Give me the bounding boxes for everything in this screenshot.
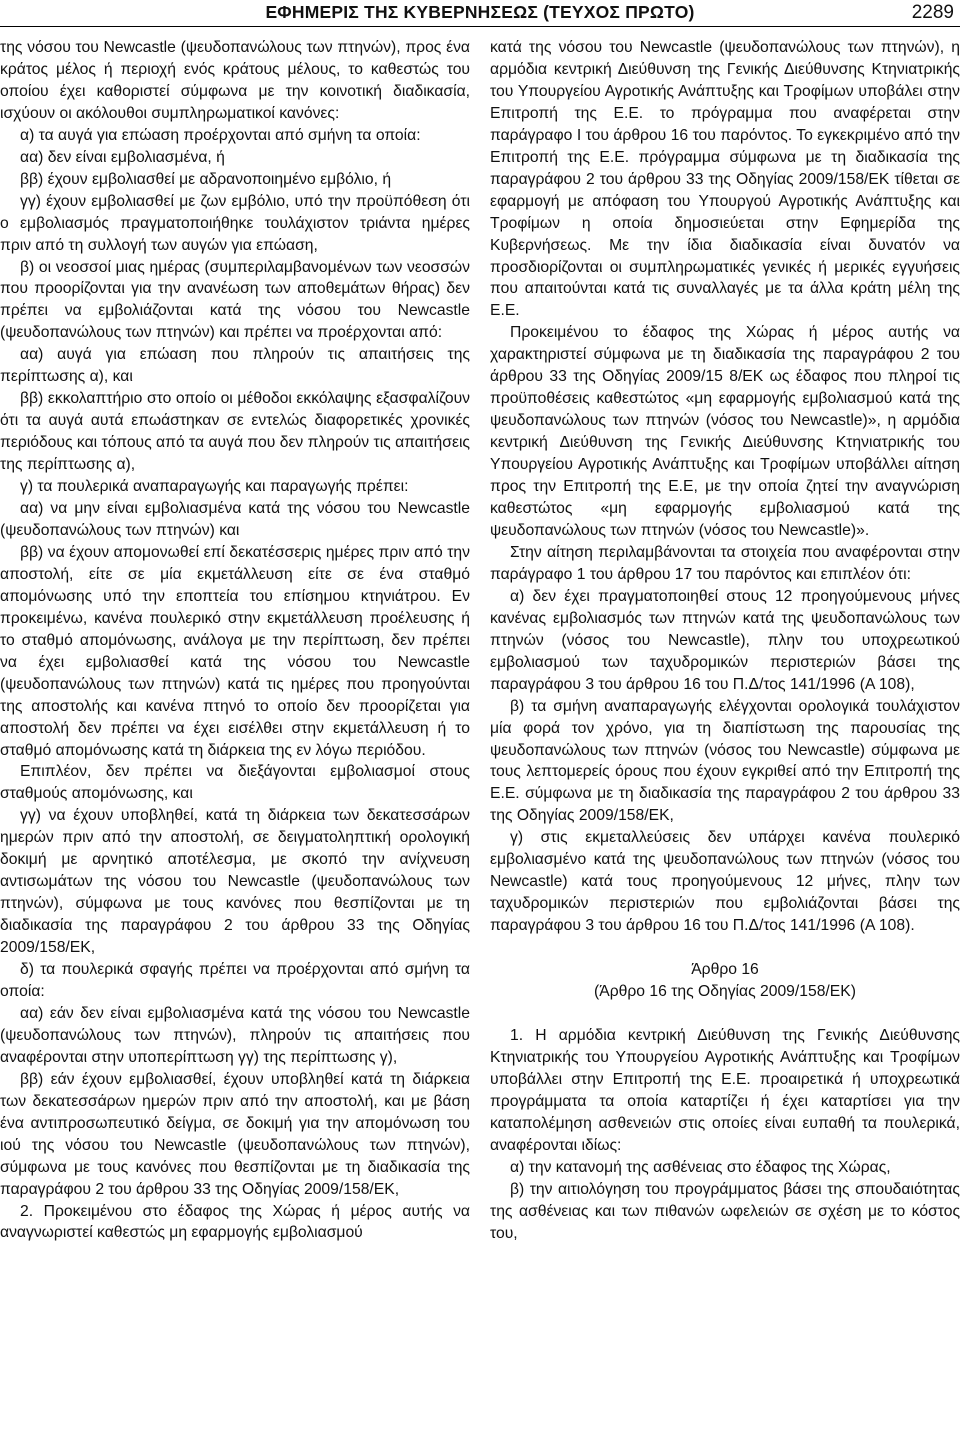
paragraph: ββ) εάν έχουν εμβολιασθεί, έχουν υποβληθεί κατά τη διάρκεια των δεκατεσσάρων ημερών πριν από την αποστολή, και με βάση ένα αντιπροσωπευτικό δείγμα, σε δοκιμή για την απομόνωση του ιού της νόσου του Newcastle (ψευδοπανώλους των πτηνών), σύμφωνα με τους κανόνες που θεσπίζονται με τη διαδικασία της παραγράφου 2 του άρθρου 33 της Οδηγίας 2009/158/ΕΚ,	[0, 1070, 470, 1198]
paragraph: γγ) έχουν εμβολιασθεί με ζων εμβόλιο, υπό την προϋπόθεση ότι ο εμβολιασμός πραγματοποιήθηκε τουλάχιστον τριάντα ημέρες πριν από τη συλλογή των αυγών για επώαση,	[0, 192, 470, 254]
spacer	[490, 1003, 960, 1025]
left-column	[0, 37, 470, 1244]
paragraph: α) τα αυγά για επώαση προέρχονται από σμήνη τα οποία:	[20, 126, 421, 144]
paragraph: ββ) εκκολαπτήριο στο οποίο οι μέθοδοι εκκόλαψης εξασφαλίζουν ότι τα αυγά αυτά επωάστηκαν σε εντελώς διαφορετικές χρονικές περιόδους και τόπους από τα αυγά που δεν πληρούν τις απαιτήσεις της περίπτωσης α),	[0, 390, 470, 474]
paragraph: α) την κατανομή της ασθένειας στο έδαφος της Χώρας,	[510, 1158, 891, 1176]
paragraph: αα) εάν δεν είναι εμβολιασμένα κατά της νόσου του Newcastle (ψευδοπανώλους των πτηνών), πληρούν τις απαιτήσεις που αναφέρονται στην υποπερίπτωση γγ) της περίπτωσης γ),	[0, 1004, 470, 1066]
paragraph: δ) τα πουλερικά σφαγής πρέπει να προέρχονται από σμήνη τα οποία:	[0, 961, 470, 1000]
right-column	[490, 37, 960, 1245]
paragraph: αα) δεν είναι εμβολιασμένα, ή	[20, 148, 225, 166]
paragraph: Προκειμένου το έδαφος της Χώρας ή μέρος αυτής να χαρακτηριστεί σύμφωνα με τη διαδικασία της παραγράφου 2 του άρθρου 33 της Οδηγίας 2009/15 8/ΕΚ ως έδαφος που πληροί τις προϋποθέσεις καθεστώτος «μη εφαρμογής εμβολιασμού κατά της ψευδοπανώλους των πτηνών (νόσος του Newcastle)», η αρμόδια κεντρική Διεύθυνση της Γενικής Διεύθυνσης Κτηνιατρικής του Υπουργείου Αγροτικής Ανάπτυξης και Τροφίμων υποβάλλει αίτηση προς την Επιτροπή της Ε.Ε, με την οποία ζητεί την αναγνώριση καθεστώτος «μη εφαρμογής εμβολιασμού κατά της ψευδοπανώλους των πτηνών (νόσος του Newcastle)».	[490, 324, 960, 539]
paragraph: της νόσου του Newcastle (ψευδοπανώλους των πτηνών), προς ένα κράτος μέλος ή περιοχή ενός κράτους μέλους, το καθεστώς του οποίου έχει καθοριστεί σύμφωνα με την κοινοτική διαδικασία, ισχύουν οι ακόλουθοι συμπληρωματικοί κανόνες:	[0, 39, 470, 122]
paragraph: 2. Προκειμένου στο έδαφος της Χώρας ή μέρος αυτής να αναγνωριστεί καθεστώς μη εφαρμογής εμβολιασμού	[0, 1202, 470, 1242]
paragraph: β) τα σμήνη αναπαραγωγής ελέγχονται ορολογικά τουλάχιστον μία φορά τον χρόνο, για τη διαπίστωση της παρουσίας της ψευδοπανώλους των πτηνών (νόσος του Newcastle) σύμφωνα με τους λεπτομερείς όρους που έχουν εγκριθεί από την Επιτροπή της Ε.Ε. σύμφωνα με τη διαδικασία της παραγράφου 2 του άρθρου 33 της Οδηγίας 2009/158/ΕΚ,	[490, 697, 960, 825]
paragraph: α) δεν έχει πραγματοποιηθεί στους 12 προηγούμενους μήνες κανένας εμβολιασμός των πτηνών κατά της ψευδοπανώλους των πτηνών (νόσος του Newcastle), πλην του υποχρεωτικού εμβολιασμού των ταχυδρομικών περιστεριών βάσει της παραγράφου 3 του άρθρου 16 του Π.Δ/τος 141/1996 (Α 108),	[490, 587, 960, 693]
gazette-title: ΕΦΗΜΕΡΙΣ ΤΗΣ ΚΥΒΕΡΝΗΣΕΩΣ (ΤΕΥΧΟΣ ΠΡΩΤΟ)	[265, 2, 695, 22]
paragraph: β) την αιτιολόγηση του προγράμματος βάσει της σπουδαιότητας της ασθένειας και των πιθανών ωφελειών σε σχέση με το κόστος του,	[490, 1180, 960, 1242]
spacer	[490, 937, 960, 959]
article-subtitle: (Άρθρο 16 της Οδηγίας 2009/158/ΕΚ)	[594, 983, 856, 1001]
paragraph: β) οι νεοσσοί μιας ημέρας (συμπεριλαμβανομένων των νεοσσών που προορίζονται για την ανανέωση των αποθεμάτων θήρας) δεν πρέπει να εμβολιάζονται κατά της νόσου του Newcastle (ψευδοπανώλους των πτηνών) και πρέπει να προέρχονται από:	[0, 258, 470, 342]
paragraph: αα) αυγά για επώαση που πληρούν τις απαιτήσεις της περίπτωσης α), και	[0, 346, 470, 386]
article-title: Άρθρο 16	[691, 961, 759, 979]
page-header	[0, 2, 960, 27]
paragraph: ββ) έχουν εμβολιασθεί με αδρανοποιημένο εμβόλιο, ή	[20, 170, 392, 188]
paragraph: κατά της νόσου του Newcastle (ψευδοπανώλους των πτηνών), η αρμόδια κεντρική Διεύθυνση της Γενικής Διεύθυνσης Κτηνιατρικής του Υπουργείου Αγροτικής Ανάπτυξης και Τροφίμων υποβάλει στην Επιτροπή της Ε.Ε. το πρόγραμμα που αναφέρεται στην παράγραφο Ι του άρθρου 16 του παρόντος. Το εγκεκριμένο από την Επιτροπή της Ε.Ε. πρόγραμμα σύμφωνα με τη διαδικασία της παραγράφου 2 του άρθρου 33 της Οδηγίας 2009/158/ΕΚ τίθεται σε εφαρμογή με απόφαση του Υπουργού Αγροτικής Ανάπτυξης και Τροφίμων η οποία δημοσιεύεται στην Εφημερίδα της Κυβερνήσεως. Με την ίδια διαδικασία είναι δυνατόν να προσδιορίζονται οι συμπληρωματικές γενικές ή μερικές εγγυήσεις που απαιτούνται κατά τις συναλλαγές με τα άλλα κράτη μέλη της Ε.Ε.	[490, 39, 960, 320]
paragraph: γ) τα πουλερικά αναπαραγωγής και παραγωγής πρέπει:	[20, 478, 409, 496]
page-number: 2289	[911, 2, 954, 23]
paragraph: γ) στις εκμεταλλεύσεις δεν υπάρχει κανένα πουλερικό εμβολιασμένο κατά της ψευδοπανώλους των πτηνών (νόσος του Newcastle) κατά τους προηγούμενους 12 μήνες, πλην των ταχυδρομικών περιστεριών που εμβολιάζονται βάσει της παραγράφου 3 του άρθρου 16 του Π.Δ/τος 141/1996 (Α 108).	[490, 829, 960, 935]
paragraph: 1. Η αρμόδια κεντρική Διεύθυνση της Γενικής Διεύθυνσης Κτηνιατρικής του Υπουργείου Αγροτικής Ανάπτυξης και Τροφίμων υποβάλλει στην Επιτροπή της Ε.Ε. προαιρετικά ή υποχρεωτικά προγράμματα τα οποία καταρτίζει ή έχει καταρτίσει για την καταπολέμηση ασθενειών στις οποίες είναι ευπαθή τα πουλερικά, αναφέρονται ιδίως:	[490, 1026, 960, 1154]
paragraph: Επιπλέον, δεν πρέπει να διεξάγονται εμβολιασμοί στους σταθμούς απομόνωσης, και	[0, 763, 470, 803]
paragraph: αα) να μην είναι εμβολιασμένα κατά της νόσου του Newcastle (ψευδοπανώλους των πτηνών) και	[0, 500, 470, 539]
paragraph: Στην αίτηση περιλαμβάνονται τα στοιχεία που αναφέρονται στην παράγραφο 1 του άρθρου 17 του παρόντος και επιπλέον ότι:	[490, 543, 960, 583]
paragraph: ββ) να έχουν απομονωθεί επί δεκατέσσερις ημέρες πριν από την αποστολή, είτε σε μία εκμετάλλευση είτε σε ένα σταθμό απομόνωσης υπό την εποπτεία του επίσημου κτηνιάτρου. Εν προκειμένω, κανένα πουλερικό στην εκμετάλλευση προέλευσης ή το σταθμό απομόνωσης, ανάλογα με την περίπτωση, δεν πρέπει να έχει εμβολιασθεί κατά της νόσου του Newcastle (ψευδοπανώλους των πτηνών) κατά τις ημέρες που προηγούνται της αποστολής και κανένα πτηνό το οποίο δεν προορίζεται για αποστολή δεν πρέπει να έχει εισέλθει στην εκμετάλλευση ή το σταθμό απομόνωσης κατά τη διάρκεια της εν λόγω περιόδου.	[0, 543, 470, 759]
paragraph: γγ) να έχουν υποβληθεί, κατά τη διάρκεια των δεκατεσσάρων ημερών πριν από την αποστολή, σε δειγματοληπτική ορολογική δοκιμή με αρνητικό αποτέλεσμα, με σκοπό την ανίχνευση αντισωμάτων της νόσου του Newcastle (ψευδοπανώλους των πτηνών), σύμφωνα με τους κανόνες που θεσπίζονται με τη διαδικασία της παραγράφου 2 του άρθρου 33 της Οδηγίας 2009/158/ΕΚ,	[0, 807, 470, 957]
